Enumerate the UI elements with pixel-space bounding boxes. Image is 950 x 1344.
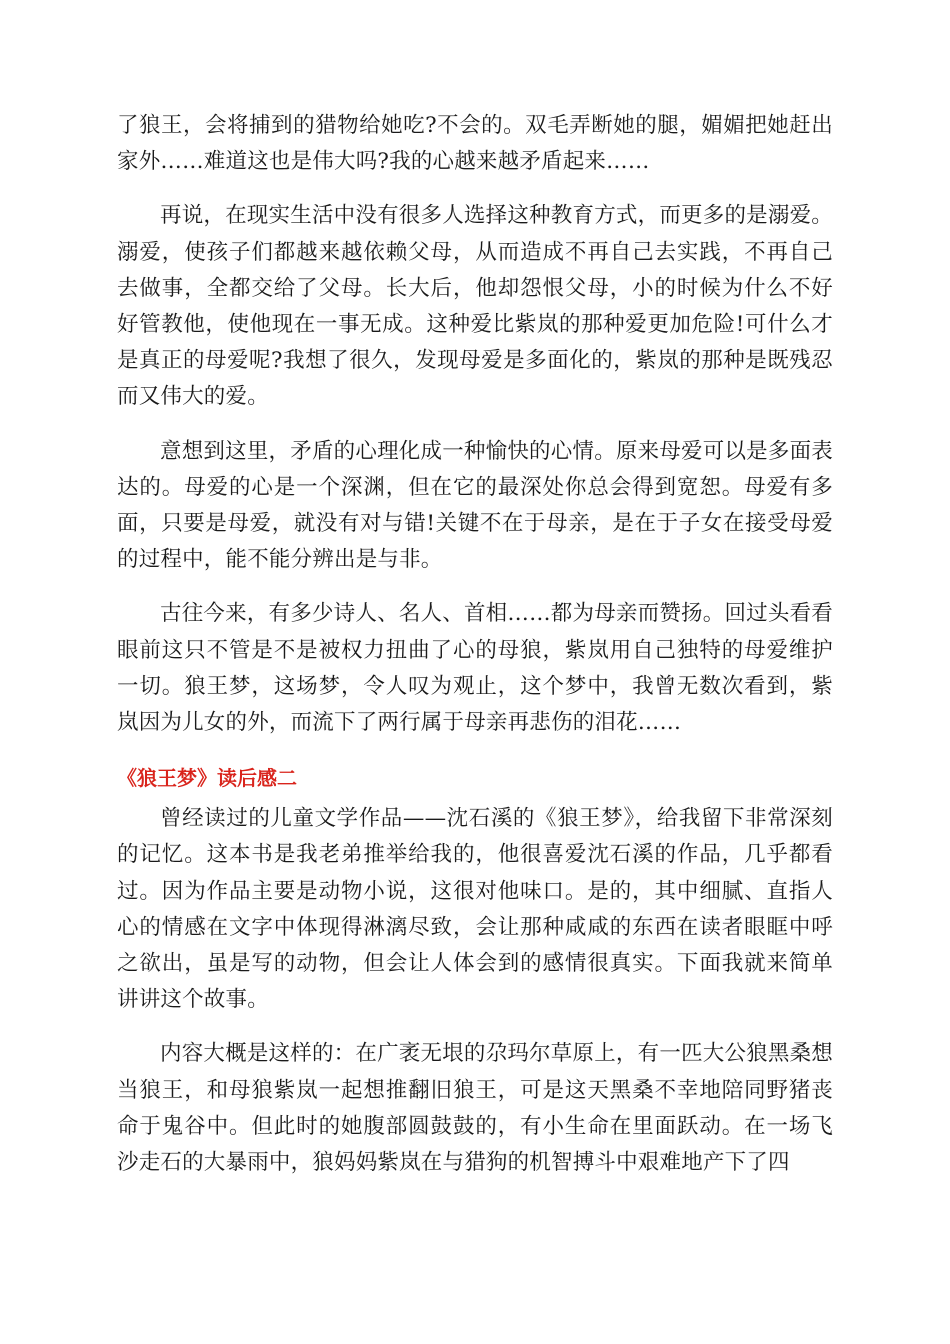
paragraph-multifaceted-love: 意想到这里，矛盾的心理化成一种愉快的心情。原来母爱可以是多面表达的。母爱的心是一个深渊，但在它的最深处你总会得到宽恕。母爱有多面，只要是母爱，就没有对与错!关键不在于母亲，是在于子女在接受母爱的过程中，能不能分辨出是与非。 [117, 438, 833, 573]
paragraph-doting-love: 再说，在现实生活中没有很多人选择这种教育方式，而更多的是溺爱。溺爱，使孩子们都越来越依赖父母，从而造成不再自己去实践，不再自己去做事，全都交给了父母。长大后，他却怨恨父母，小的时候为什么不好好管教他，使他现在一事无成。这种爱比紫岚的那种爱更加危险!可什么才是真正的母爱呢?我想了很久，发现母爱是多面化的，紫岚的那种是既残忍而又伟大的爱。 [117, 203, 833, 410]
paragraph-story-summary: 内容大概是这样的：在广袤无垠的尕玛尔草原上，有一匹大公狼黑桑想当狼王，和母狼紫岚一起想推翻旧狼王，可是这天黑桑不幸地陪同野猪丧命于鬼谷中。但此时的她腹部圆鼓鼓的，有小生命在里面跃动。在一场飞沙走石的大暴雨中，狼妈妈紫岚在与猎狗的机智搏斗中艰难地产下了四 [117, 1041, 833, 1176]
document-page [117, 108, 833, 1181]
paragraph-book-intro: 曾经读过的儿童文学作品——沈石溪的《狼王梦》，给我留下非常深刻的记忆。这本书是我老弟推举给我的，他很喜爱沈石溪的作品，几乎都看过。因为作品主要是动物小说，这很对他味口。是的，其中细腻、直指人心的情感在文字中体现得淋漓尽致，会让那种咸咸的东西在读者眼眶中呼之欲出，虽是写的动物，但会让人体会到的感情很真实。下面我就来简单讲讲这个故事。 [117, 806, 833, 1013]
paragraph-praise-mother: 古往今来，有多少诗人、名人、首相……都为母亲而赞扬。回过头看看眼前这只不管是不是被权力扭曲了心的母狼，紫岚用自己独特的母爱维护一切。狼王梦，这场梦，令人叹为观止，这个梦中，我曾无数次看到，紫岚因为儿女的外，而流下了两行属于母亲再悲伤的泪花…… [117, 601, 833, 736]
section-heading: 《狼王梦》读后感二 [117, 766, 297, 791]
paragraph-continuation: 了狼王，会将捕到的猎物给她吃?不会的。双毛弄断她的腿，媚媚把她赶出家外……难道这也是伟大吗?我的心越来越矛盾起来…… [117, 113, 833, 175]
